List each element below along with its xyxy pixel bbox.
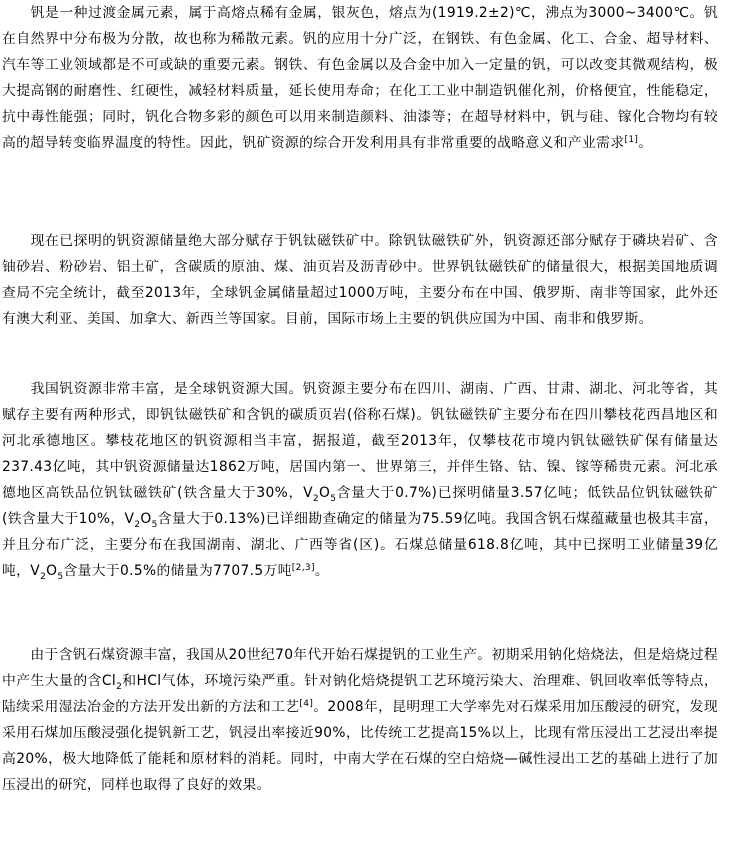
paragraph-text: O [140,511,152,527]
paragraph-end: 。 [314,563,330,579]
paragraph-text: 含量大于0.5%的储量为7707.5万吨 [63,563,292,579]
citation-ref[interactable]: [1] [624,135,639,145]
subscript: 5 [330,493,337,504]
subscript: 5 [57,571,64,582]
paragraph-text: 含量大于0.7%)已探明储量3.57亿吨；低铁品位钒钛磁铁矿(铁含量大于10%，V [2,485,718,527]
paragraph-text: 钒是一种过渡金属元素，属于高熔点稀有金属，银灰色，熔点为(1919.2±2)℃，沸点为3000~3400℃。钒在自然界中分布极为分散，故也称为稀散元素。钒的应用十分广泛，在钢铁、有色金属、化工、合金、超导材料、汽车等工业领域都是不可或缺的重要元素。钢铁、有色金属以及合金中加入一定量的钒，可以改变其微观结构，极大提高钢的耐磨性、红硬性，减轻材料质量，延长使用寿命；在化工工业中制造钒催化剂，价格便宜，性能稳定，抗中毒性能强；同时，钒化合物多彩的颜色可以用来制造颜料、油漆等；在超导材料中，钒与硅、镓化合物均有较高的超导转变临界温度的特性。因此，钒矿资源的综合开发利用具有非常重要的战略意义和产业需求 [2,5,718,151]
paragraph-text: O [46,563,58,579]
subscript: 2 [312,493,319,504]
subscript: 5 [151,519,158,530]
citation-ref[interactable]: [4] [299,699,314,709]
paragraph-text: 和HCl气体，环境污染严重。针对钠化焙烧提钒工艺环境污染大、治理难、钒回收率低等特点，陆续采用湿法冶金的方法开发出新的方法和工艺 [2,673,719,715]
subscript: 2 [40,571,47,582]
subscript: 2 [134,519,141,530]
paragraph-world-reserves [2,228,718,332]
paragraph-china-reserves [2,376,718,584]
citation-ref[interactable]: [2,3] [291,563,315,573]
subscript: 2 [116,681,123,692]
paragraph-text: 现在已探明的钒资源储量绝大部分赋存于钒钛磁铁矿中。除钒钛磁铁矿外，钒资源还部分赋存于磷块岩矿、含铀砂岩、粉砂岩、铝土矿，含碳质的原油、煤、油页岩及沥青砂中。世界钒钛磁铁矿的储量很大，根据美国地质调查局不完全统计，截至2013年，全球钒金属储量超过1000万吨，主要分布在中国、俄罗斯、南非等国家，此外还有澳大利亚、美国、加拿大、新西兰等国家。目前，国际市场上主要的钒供应国为中国、南非和俄罗斯。 [2,233,719,327]
paragraph-text: 我国钒资源非常丰富，是全球钒资源大国。钒资源主要分布在四川、湖南、广西、甘肃、湖北、河北等省，其赋存主要有两种形式，即钒钛磁铁矿和含钒的碳质页岩(俗称石煤)。钒钛磁铁矿主要分布在四川攀枝花西昌地区和河北承德地区。攀枝花地区的钒资源相当丰富，据报道，截至2013年，仅攀枝花市境内钒钛磁铁矿保有储量达237.43亿吨，其中钒资源储量达1862万吨，居国内第一、世界第三，并伴生铬、钴、镍、镓等稀贵元素。河北承德地区高铁品位钒钛磁铁矿(铁含量大于30%，V [2,381,719,501]
paragraph-stone-coal-process [2,642,718,798]
paragraph-end: 。 [638,135,653,151]
paragraph-text: 。2008年，昆明理工大学率先对石煤采用加压酸浸的研究，发现采用石煤加压酸浸强化提钒新工艺，钒浸出率接近90%，比传统工艺提高15%以上，比现有常压浸出工艺浸出率提高20%，极大地降低了能耗和原材料的消耗。同时，中南大学在石煤的空白焙烧—碱性浸出工艺的基础上进行了加压浸出的研究，同样也取得了良好的效果。 [2,699,718,793]
paragraph-text: O [318,485,331,501]
paragraph-text: 含量大于0.13%)已详细勘查确定的储量为75.59亿吨。我国含钒石煤蕴藏量也极其丰富，并且分布广泛，主要分布在我国湖南、湖北、广西等省(区)。石煤总储量618.8亿吨，其中已探明工业储量39亿吨，V [2,511,718,579]
paragraph-vanadium-properties [2,0,718,156]
paragraph-text: 由于含钒石煤资源丰富，我国从20世纪70年代开始石煤提钒的工业生产。初期采用钠化焙烧法，但是焙烧过程中产生大量的含Cl [2,647,718,689]
